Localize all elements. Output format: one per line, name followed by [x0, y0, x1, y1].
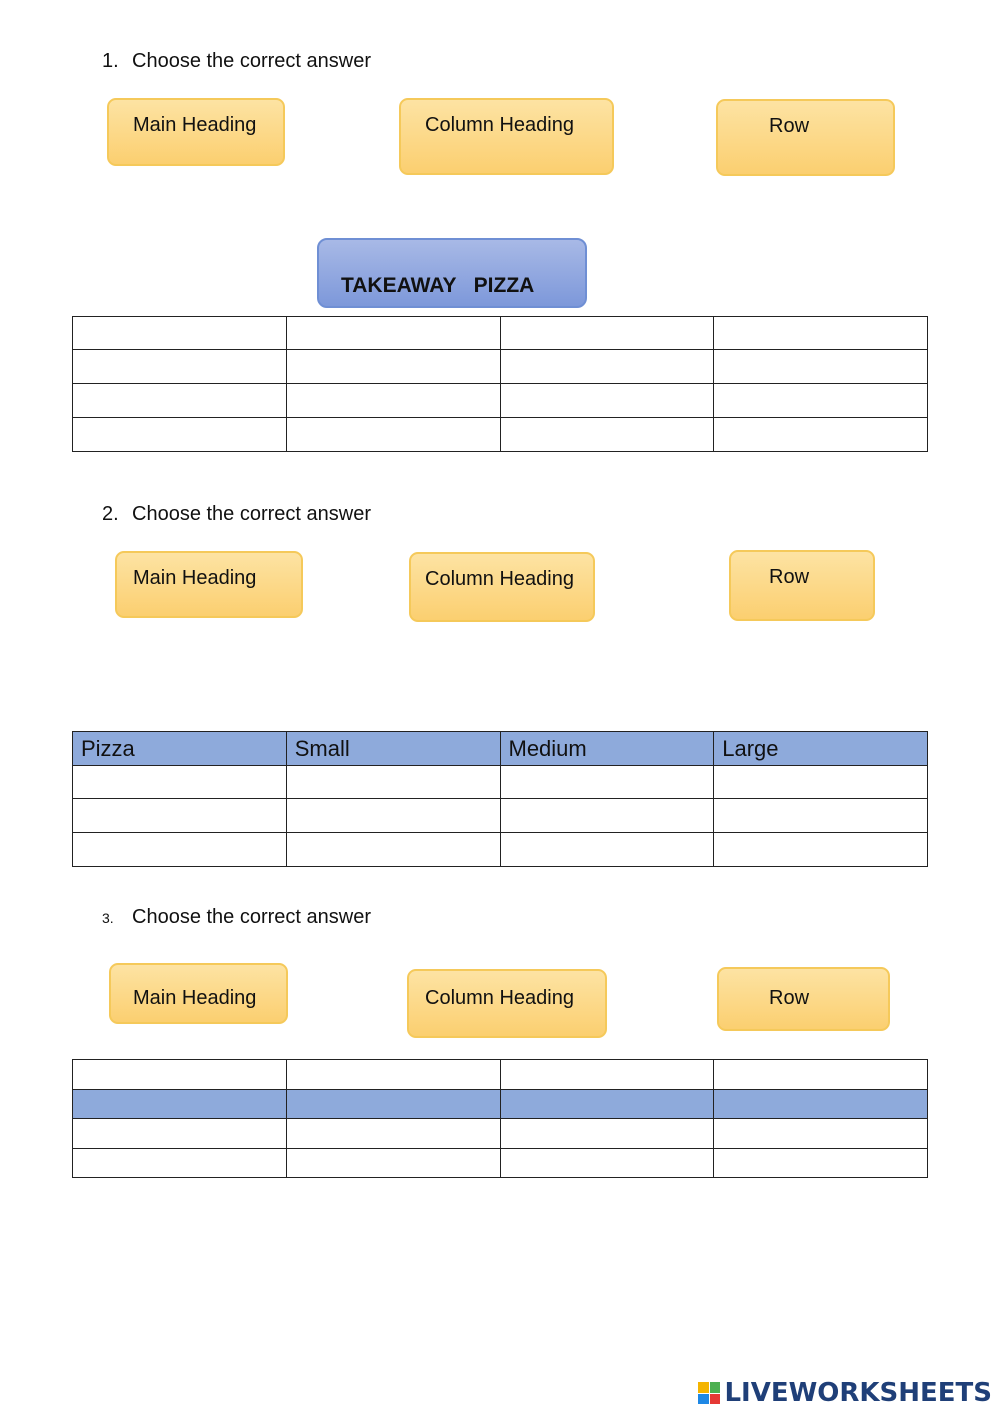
column-heading: Large: [714, 732, 928, 766]
option-label: Column Heading: [425, 987, 574, 1009]
liveworksheets-logo: [698, 1376, 992, 1410]
column-heading-row: [73, 732, 928, 766]
logo-icon: [698, 1382, 720, 1404]
option-column-heading[interactable]: [407, 969, 607, 1038]
table-1: [72, 316, 928, 452]
option-column-heading[interactable]: [399, 98, 614, 175]
table-row: [73, 418, 928, 452]
table-row: [73, 1119, 928, 1149]
logo-text: LIVEWORKSHEETS: [724, 1378, 992, 1408]
question-1: [102, 50, 371, 73]
question-number: 2.: [102, 503, 119, 525]
table-row: [73, 1060, 928, 1090]
option-label: Column Heading: [425, 568, 574, 590]
table-row: [73, 833, 928, 867]
main-heading-box: [317, 238, 587, 308]
option-label: Column Heading: [425, 114, 574, 136]
question-prompt: Choose the correct answer: [132, 503, 372, 525]
option-column-heading[interactable]: [409, 552, 595, 622]
option-label: Row: [769, 115, 810, 137]
table-row: [73, 384, 928, 418]
question-prompt: Choose the correct answer: [132, 50, 372, 72]
table-row: [73, 317, 928, 350]
option-row[interactable]: [729, 550, 875, 621]
column-heading: Small: [286, 732, 500, 766]
column-heading: Medium: [500, 732, 714, 766]
table-row: [73, 350, 928, 384]
table-row: [73, 766, 928, 799]
option-main-heading[interactable]: [107, 98, 285, 166]
option-row[interactable]: [717, 967, 890, 1031]
option-main-heading[interactable]: [115, 551, 303, 618]
highlighted-row: [73, 1090, 928, 1119]
table-2: [72, 731, 928, 867]
option-label: Main Heading: [133, 567, 257, 589]
question-2: [102, 503, 371, 526]
table-row: [73, 1149, 928, 1178]
question-prompt: Choose the correct answer: [132, 906, 372, 928]
table-row: [73, 799, 928, 833]
option-main-heading[interactable]: [109, 963, 288, 1024]
option-label: Main Heading: [133, 987, 257, 1009]
option-label: Main Heading: [133, 114, 257, 136]
option-row[interactable]: [716, 99, 895, 176]
main-heading-label: TAKEAWAY PIZZA: [341, 274, 535, 297]
question-number: 3.: [102, 910, 114, 926]
column-heading: Pizza: [73, 732, 287, 766]
table-3: [72, 1059, 928, 1178]
option-label: Row: [769, 566, 810, 588]
option-label: Row: [769, 987, 810, 1009]
question-number: 1.: [102, 50, 119, 72]
question-3: [102, 906, 371, 929]
